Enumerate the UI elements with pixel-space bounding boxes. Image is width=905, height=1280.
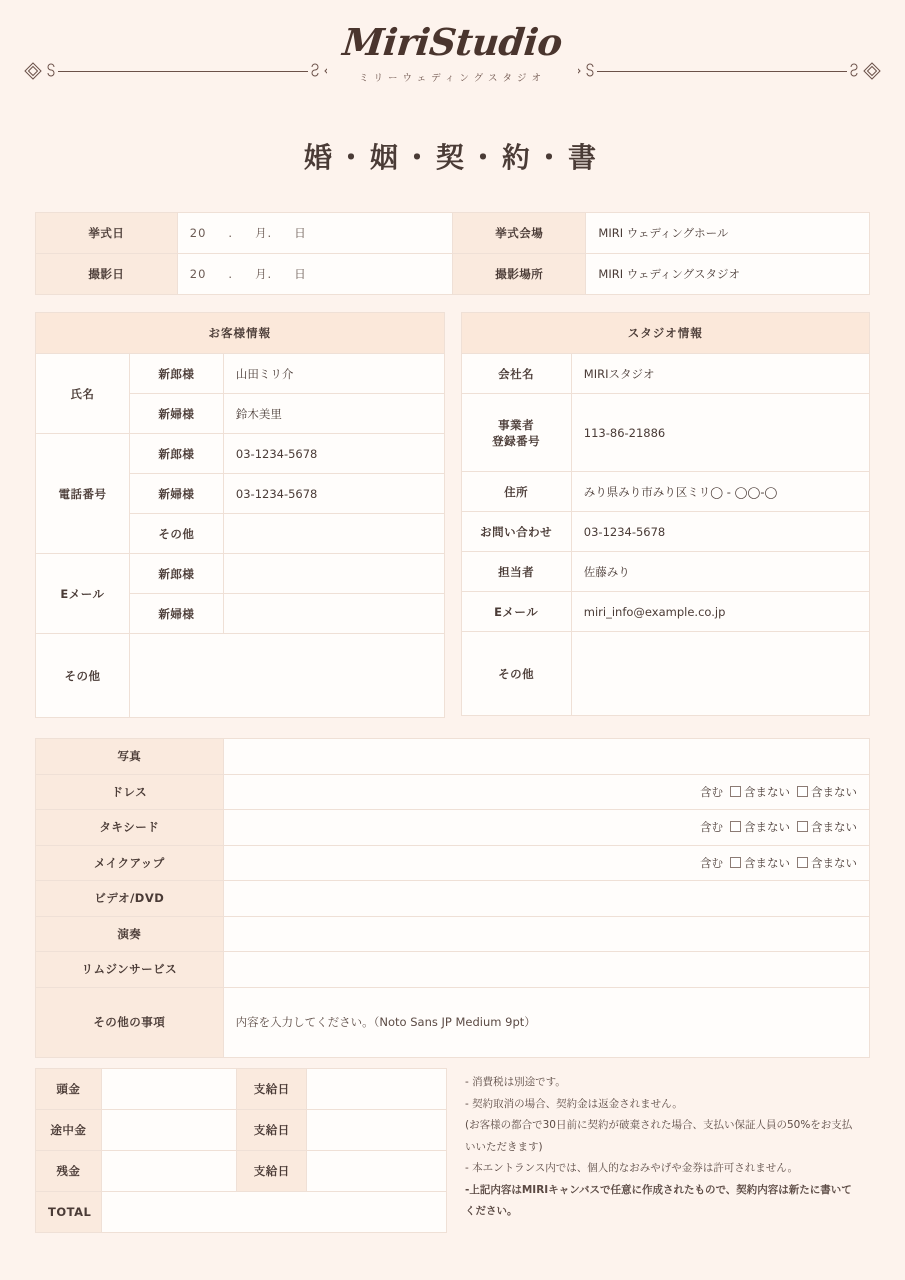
customer-value-field[interactable]	[223, 594, 444, 634]
table-row	[36, 952, 870, 988]
customer-subject-label: 新郎様	[129, 434, 223, 474]
table-row	[36, 1069, 447, 1110]
studio-field-value[interactable]: みり県みり市みり区ミリ◯ - ◯◯-◯	[571, 472, 869, 512]
note-line: - 本エントランス内では、個人的なおみやげや金券は許可されません。	[465, 1162, 798, 1175]
flourish-icon	[44, 60, 58, 82]
customer-info-panel	[35, 312, 445, 718]
note-line: いいただきます)	[465, 1140, 543, 1153]
option-exclude-checkbox[interactable]	[730, 821, 741, 832]
option-include-label: 含む	[700, 784, 723, 799]
services-other-placeholder: 内容を入力してください。（Noto Sans JP Medium 9pt）	[235, 1015, 536, 1029]
service-options-cell[interactable]	[223, 810, 869, 846]
service-value-field[interactable]	[223, 952, 869, 988]
customer-value-field[interactable]	[223, 554, 444, 594]
service-label: リムジンサービス	[36, 952, 224, 988]
customer-info-table	[35, 312, 445, 718]
studio-info-panel	[461, 312, 871, 718]
note-line: (お客様の都合で30日前に契約が破棄された場合、支払い保証人員の50%をお支払	[465, 1119, 853, 1132]
table-row	[461, 472, 870, 512]
note-line: -上記内容はMIRIキャンバスで任意に作成されたもので、契約内容は新たに書いて	[465, 1183, 852, 1196]
event-date-field[interactable]	[177, 213, 452, 254]
table-row	[36, 1110, 447, 1151]
logo-tagline: ミリーウェディングスタジオ	[358, 73, 547, 84]
studio-field-label: 会社名	[461, 354, 571, 394]
studio-field-label: お問い合わせ	[461, 512, 571, 552]
service-value-field[interactable]	[223, 916, 869, 952]
services-other-field[interactable]	[223, 987, 869, 1057]
event-venue-label: 挙式会場	[452, 213, 585, 254]
option-exclude-checkbox[interactable]	[797, 857, 808, 868]
customer-group-label: Eメール	[36, 554, 130, 634]
customer-value-field[interactable]	[223, 514, 444, 554]
header-ornament-left	[22, 60, 344, 82]
studio-field-label: 事業者 登録番号	[461, 394, 571, 472]
terms-notes	[465, 1068, 870, 1223]
diamond-ornament-icon	[22, 60, 44, 82]
payment-and-notes-section	[35, 1068, 870, 1233]
page-header	[0, 0, 905, 108]
table-row	[36, 554, 445, 594]
option-exclude-checkbox[interactable]	[797, 821, 808, 832]
customer-subject-label: 新婦様	[129, 394, 223, 434]
studio-field-value[interactable]: MIRIスタジオ	[571, 354, 869, 394]
date-placeholder: 20 . 月. 日	[189, 226, 307, 240]
payment-total-field[interactable]	[101, 1192, 446, 1233]
service-value-field[interactable]	[223, 739, 869, 775]
table-row	[461, 313, 870, 354]
payment-amount-field[interactable]	[101, 1069, 237, 1110]
header-ornament-right	[561, 60, 883, 82]
studio-field-label: Eメール	[461, 592, 571, 632]
page-title: 婚・姻・契・約・書	[303, 141, 601, 174]
studio-field-value[interactable]: 佐藤みり	[571, 552, 869, 592]
note-line: ください。	[465, 1205, 518, 1218]
table-row	[36, 634, 445, 718]
table-row	[36, 739, 870, 775]
table-row	[36, 845, 870, 881]
table-row	[461, 394, 870, 472]
payment-date-field[interactable]	[307, 1110, 447, 1151]
table-row	[36, 810, 870, 846]
payment-date-label: 支給日	[237, 1151, 307, 1192]
studio-field-value[interactable]: 03-1234-5678	[571, 512, 869, 552]
customer-subject-label: その他	[129, 514, 223, 554]
studio-field-label: 住所	[461, 472, 571, 512]
customer-subject-label: 新婦様	[129, 594, 223, 634]
table-row	[36, 213, 870, 254]
payment-total-label: TOTAL	[36, 1192, 102, 1233]
option-exclude-label: 含まない	[744, 820, 790, 835]
payment-type-label: 残金	[36, 1151, 102, 1192]
payment-date-field[interactable]	[307, 1069, 447, 1110]
service-label: 写真	[36, 739, 224, 775]
payment-date-field[interactable]	[307, 1151, 447, 1192]
customer-other-field[interactable]	[129, 634, 444, 718]
customer-group-label: 氏名	[36, 354, 130, 434]
service-label: タキシード	[36, 810, 224, 846]
flourish-icon	[308, 60, 322, 82]
table-row	[461, 552, 870, 592]
customer-other-label: その他	[36, 634, 130, 718]
table-row	[36, 987, 870, 1057]
option-exclude-label: 含まない	[744, 784, 790, 799]
studio-info-table	[461, 312, 871, 716]
option-include-label: 含む	[700, 855, 723, 870]
customer-subject-label: 新婦様	[129, 474, 223, 514]
flourish-icon	[583, 60, 597, 82]
table-row	[461, 632, 870, 716]
payment-amount-field[interactable]	[101, 1151, 237, 1192]
studio-field-value[interactable]: miri_info@example.co.jp	[571, 592, 869, 632]
studio-field-label: 担当者	[461, 552, 571, 592]
table-row	[36, 354, 445, 394]
studio-field-label: その他	[461, 632, 571, 716]
option-exclude-label: 含まない	[811, 855, 857, 870]
studio-field-value[interactable]	[571, 632, 869, 716]
service-options-cell[interactable]	[223, 845, 869, 881]
event-date-label: 挙式日	[36, 213, 178, 254]
customer-subject-label: 新郎様	[129, 354, 223, 394]
event-venue-field[interactable]: MIRI ウェディングスタジオ	[586, 254, 870, 295]
services-other-label: その他の事項	[36, 987, 224, 1057]
service-label: メイクアップ	[36, 845, 224, 881]
divider-line	[58, 71, 308, 72]
customer-subject-label: 新郎様	[129, 554, 223, 594]
service-options-cell[interactable]	[223, 774, 869, 810]
note-line: - 契約取消の場合、契約金は返金されません。	[465, 1097, 683, 1110]
service-label: 演奏	[36, 916, 224, 952]
date-placeholder: 20 . 月. 日	[189, 267, 307, 281]
diamond-ornament-icon	[861, 60, 883, 82]
flourish-icon	[847, 60, 861, 82]
customer-value-field[interactable]: 山田ミリ介	[223, 354, 444, 394]
option-exclude-checkbox[interactable]	[730, 786, 741, 797]
table-row	[36, 254, 870, 295]
table-row	[36, 774, 870, 810]
payment-date-label: 支給日	[237, 1069, 307, 1110]
option-exclude-label: 含まない	[811, 820, 857, 835]
option-exclude-checkbox[interactable]	[730, 857, 741, 868]
event-venue-label: 撮影場所	[452, 254, 585, 295]
payment-panel	[35, 1068, 447, 1233]
table-row	[36, 916, 870, 952]
info-panels	[35, 312, 870, 718]
divider-line	[597, 71, 847, 72]
payment-amount-field[interactable]	[101, 1110, 237, 1151]
table-row	[461, 354, 870, 394]
studio-logo	[327, 20, 578, 84]
table-row	[36, 1192, 447, 1233]
payment-table	[35, 1068, 447, 1233]
option-exclude-label: 含まない	[811, 784, 857, 799]
event-venue-field[interactable]: MIRI ウェディングホール	[586, 213, 870, 254]
table-row	[461, 512, 870, 552]
option-include-label: 含む	[700, 820, 723, 835]
note-line: - 消費税は別途です。	[465, 1076, 566, 1088]
payment-date-label: 支給日	[237, 1110, 307, 1151]
table-row	[36, 313, 445, 354]
event-date-label: 撮影日	[36, 254, 178, 295]
event-info-section	[35, 212, 870, 295]
table-row	[461, 592, 870, 632]
customer-group-label: 電話番号	[36, 434, 130, 554]
studio-field-value[interactable]: 113-86-21886	[571, 394, 869, 472]
studio-panel-header: スタジオ情報	[461, 313, 870, 354]
service-value-field[interactable]	[223, 881, 869, 917]
logo-wordmark: MiriStudio	[340, 20, 565, 64]
customer-value-field[interactable]: 03-1234-5678	[223, 474, 444, 514]
service-label: ドレス	[36, 774, 224, 810]
customer-value-field[interactable]: 03-1234-5678	[223, 434, 444, 474]
option-exclude-checkbox[interactable]	[797, 786, 808, 797]
customer-panel-header: お客様情報	[36, 313, 445, 354]
service-label: ビデオ/DVD	[36, 881, 224, 917]
payment-type-label: 頭金	[36, 1069, 102, 1110]
option-exclude-label: 含まない	[744, 855, 790, 870]
customer-value-field[interactable]: 鈴木美里	[223, 394, 444, 434]
table-row	[36, 434, 445, 474]
table-row	[36, 1151, 447, 1192]
table-row	[36, 881, 870, 917]
services-table	[35, 738, 870, 1058]
event-info-table	[35, 212, 870, 295]
event-date-field[interactable]	[177, 254, 452, 295]
services-section	[35, 738, 870, 1058]
payment-type-label: 途中金	[36, 1110, 102, 1151]
